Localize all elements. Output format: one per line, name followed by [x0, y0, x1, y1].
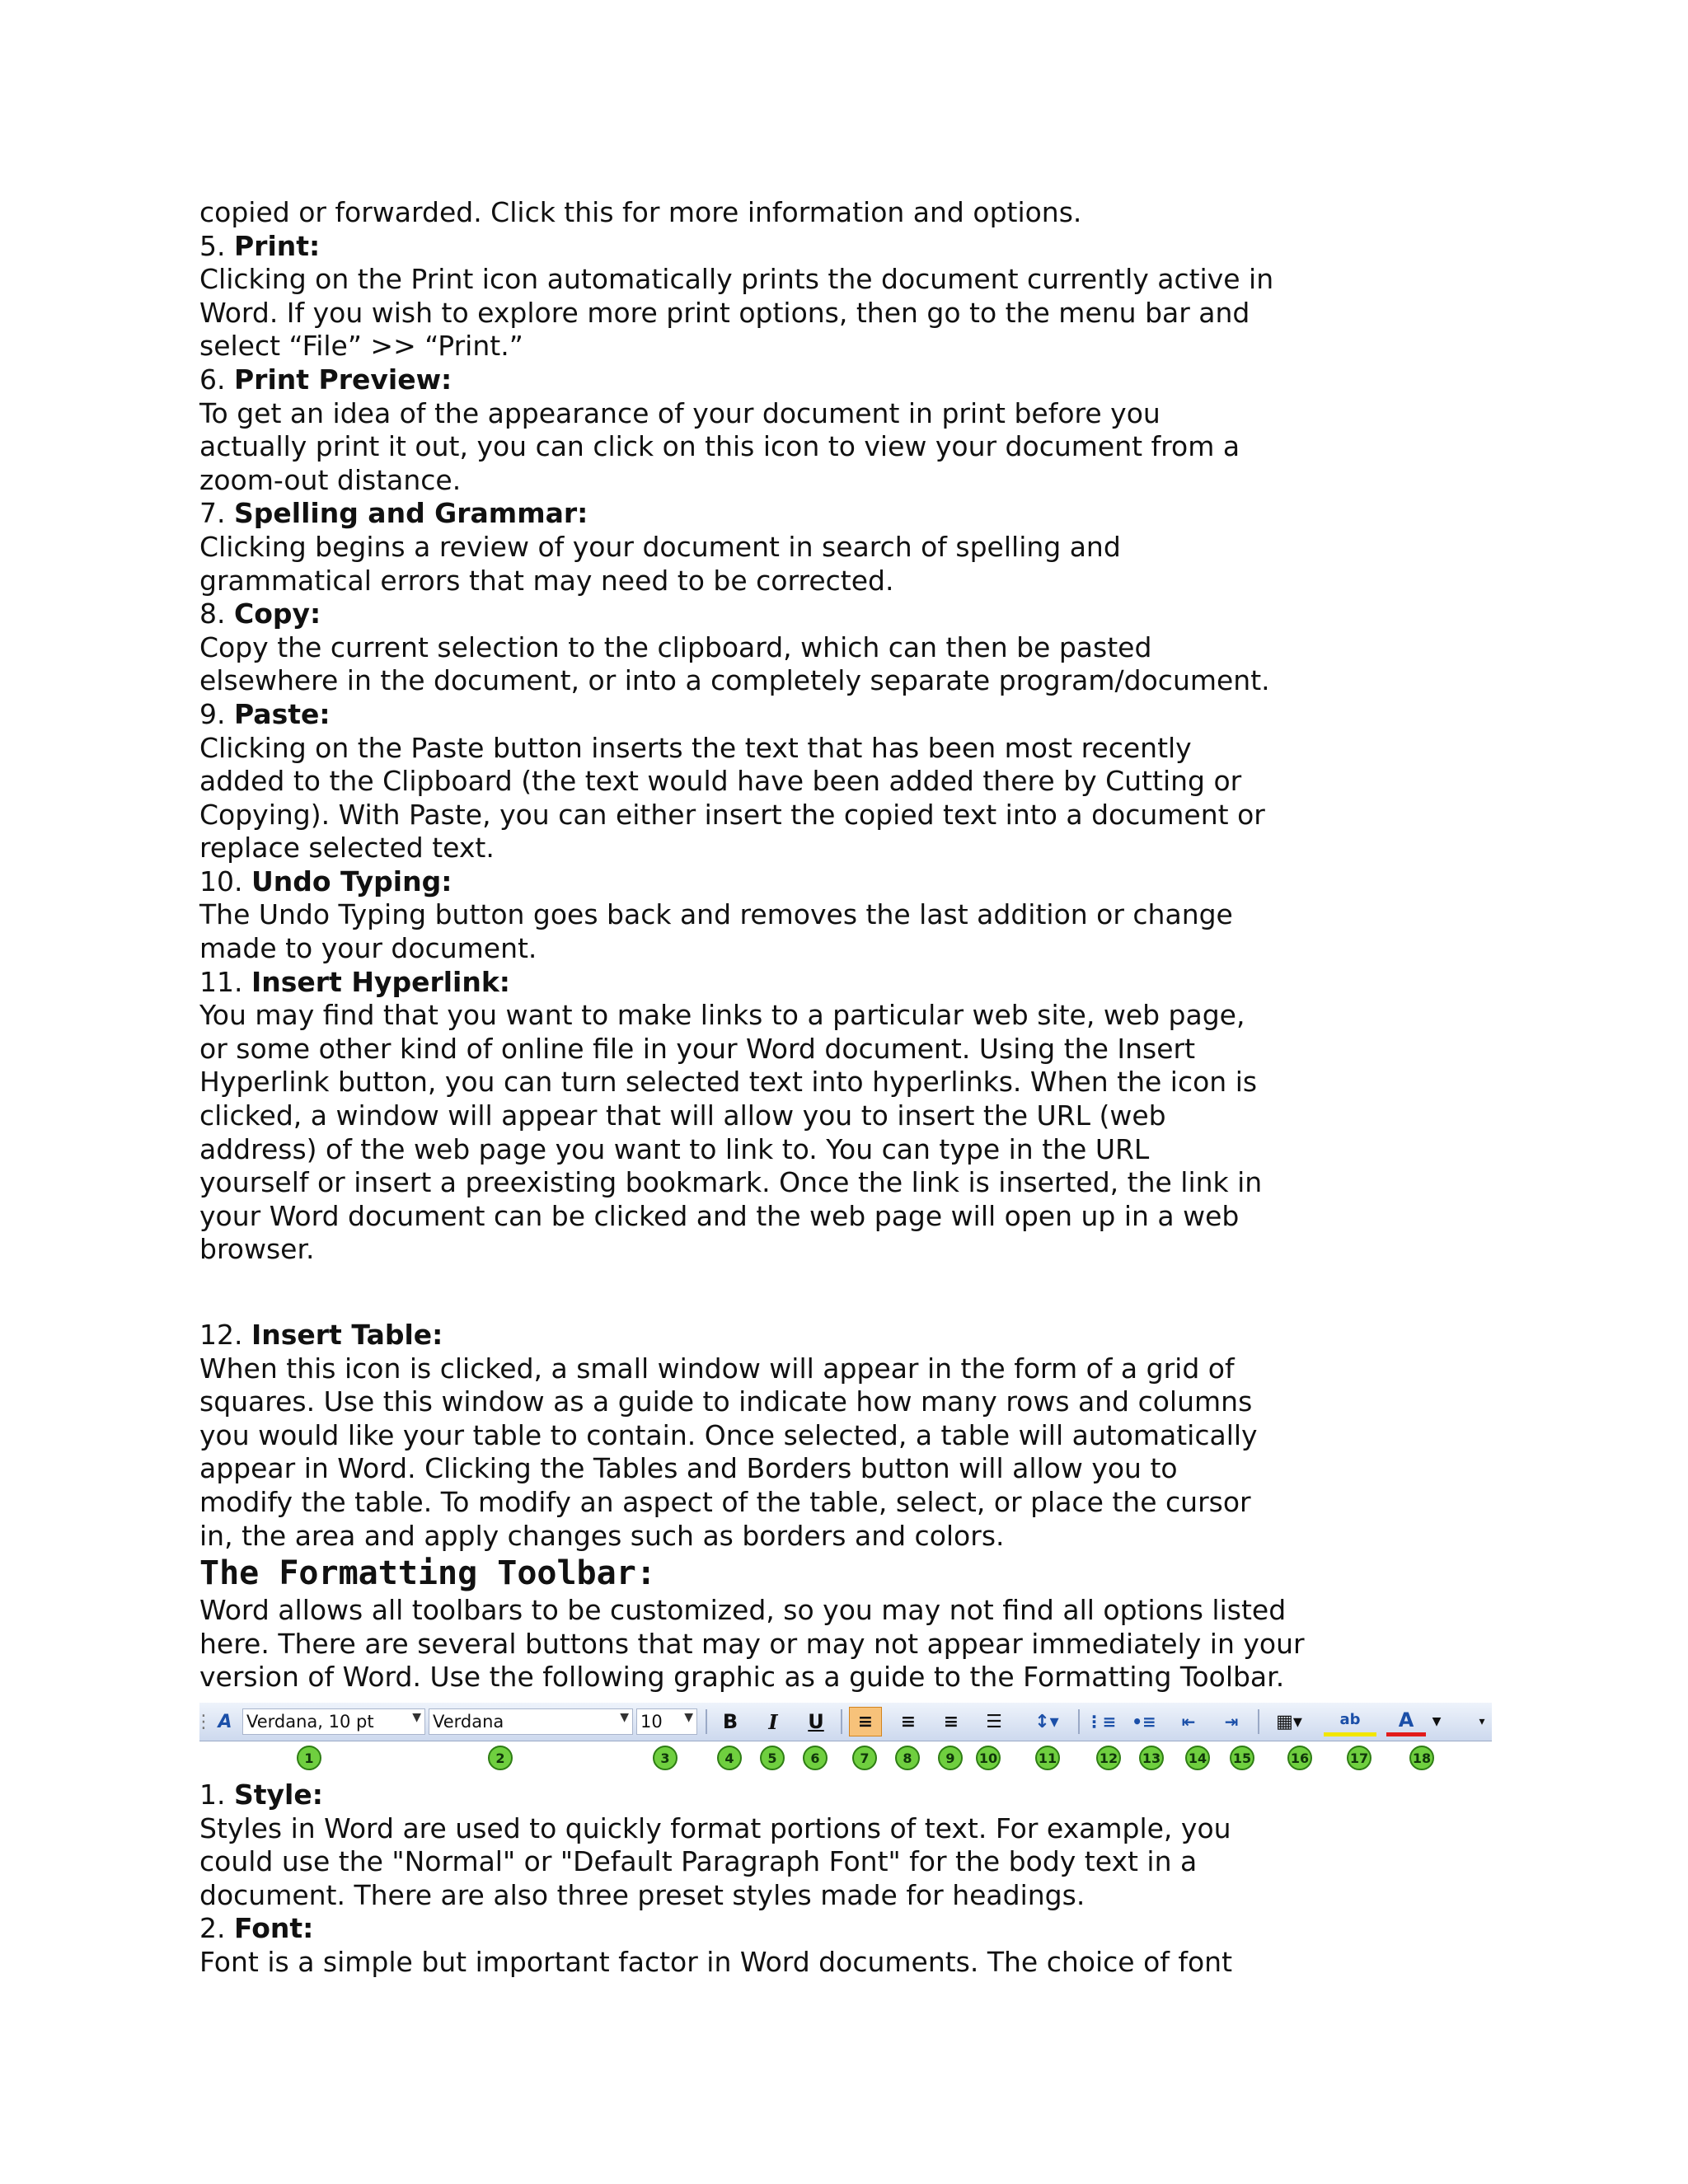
item-number: 8.: [199, 598, 226, 630]
item-label: Copy:: [234, 598, 321, 630]
toolbar-separator: [1078, 1709, 1080, 1734]
item-heading-copy: [199, 598, 1370, 631]
item-heading-hyperlink: [199, 966, 1370, 1000]
paragraph-line: Font is a simple but important factor in Word documents. The choice of font: [199, 1945, 1233, 1978]
callout-badge: 17: [1347, 1746, 1372, 1770]
toolbar-grip-icon[interactable]: ⋮: [195, 1711, 213, 1732]
blank-gap: [199, 1267, 1370, 1319]
font-dropdown[interactable]: [429, 1708, 633, 1735]
item-label: Paste:: [234, 697, 331, 730]
font-size-dropdown[interactable]: [636, 1708, 697, 1735]
toolbar-options-icon[interactable]: ▾: [1479, 1715, 1485, 1728]
item-heading-print: [199, 230, 1370, 264]
item-heading-table: [199, 1319, 1370, 1352]
paragraph-line: Clicking on the Paste button inserts the text that has been most recently: [199, 731, 1192, 764]
item-heading-font: [199, 1912, 1370, 1946]
callout-badge: 14: [1185, 1746, 1210, 1770]
paragraph-line: you would like your table to contain. Once selected, a table will automatically: [199, 1418, 1258, 1451]
callout-badge: 8: [895, 1746, 920, 1770]
callout-badge: 2: [488, 1746, 513, 1770]
paragraph-line: appear in Word. Clicking the Tables and Borders button will allow you to: [199, 1452, 1178, 1485]
callout-badge: 12: [1096, 1746, 1121, 1770]
align-left-icon[interactable]: ≡: [849, 1707, 882, 1736]
paragraph-line: or some other kind of online file in your Word document. Using the Insert: [199, 1032, 1196, 1065]
paragraph-line: document. There are also three preset styles made for headings.: [199, 1878, 1085, 1911]
item-label: Style:: [234, 1779, 323, 1811]
paragraph-line: replace selected text.: [199, 832, 495, 865]
callout-badge: 15: [1230, 1746, 1254, 1770]
chevron-down-icon: ▼: [620, 1711, 629, 1724]
paragraph-line: select “File” >> “Print.”: [199, 330, 523, 363]
paragraph-line: your Word document can be clicked and the web page will open up in a web: [199, 1199, 1240, 1232]
paragraph-line: Copy the current selection to the clipboard, which can then be pasted: [199, 630, 1152, 663]
paragraph-line: modify the table. To modify an aspect of the table, select, or place the cursor: [199, 1485, 1251, 1518]
paragraph-line: To get an idea of the appearance of your document in print before you: [199, 396, 1160, 429]
paragraph-line: Copying). With Paste, you can either insert the copied text into a document or: [199, 798, 1265, 831]
item-label: Print Preview:: [234, 363, 452, 396]
paragraph-line: made to your document.: [199, 932, 537, 965]
item-heading-style: [199, 1779, 1370, 1812]
callout-badge: 7: [852, 1746, 877, 1770]
paragraph-line: yourself or insert a preexisting bookmark. Once the link is inserted, the link in: [199, 1166, 1263, 1199]
paragraph-line: added to the Clipboard (the text would have been added there by Cutting or: [199, 765, 1242, 798]
paragraph-line: version of Word. Use the following graphic as a guide to the Formatting Toolbar.: [199, 1661, 1285, 1694]
paragraph-line: Word allows all toolbars to be customized, so you may not find all options listed: [199, 1594, 1287, 1627]
line-spacing-icon[interactable]: ↕▾: [1034, 1711, 1059, 1732]
paragraph-line: The Undo Typing button goes back and removes the last addition or change: [199, 898, 1233, 931]
item-label: Undo Typing:: [251, 865, 452, 898]
bullets-icon[interactable]: •≡: [1132, 1712, 1156, 1732]
align-right-icon[interactable]: ≡: [943, 1711, 959, 1732]
item-label: Font:: [234, 1912, 314, 1945]
item-label: Print:: [234, 229, 321, 262]
item-number: 11.: [199, 965, 243, 998]
callout-badge: 4: [717, 1746, 742, 1770]
numbering-icon[interactable]: ⋮≡: [1085, 1712, 1117, 1732]
font-value: Verdana: [433, 1712, 504, 1732]
callout-badge: 9: [938, 1746, 963, 1770]
formatting-toolbar-graphic: [195, 1703, 1492, 1775]
increase-indent-icon[interactable]: ⇥: [1224, 1712, 1239, 1732]
paragraph-line: address) of the web page you want to link to. You can type in the URL: [199, 1132, 1150, 1165]
italic-button[interactable]: I: [768, 1709, 778, 1734]
item-number: 9.: [199, 697, 226, 730]
borders-icon[interactable]: ▦▾: [1276, 1711, 1302, 1732]
toolbar-separator: [1258, 1709, 1259, 1734]
paragraph-line: could use the "Normal" or "Default Paragraph Font" for the body text in a: [199, 1845, 1198, 1878]
callout-badge: 1: [297, 1746, 321, 1770]
paragraph-line: copied or forwarded. Click this for more information and options.: [199, 196, 1082, 228]
callout-badge: 18: [1409, 1746, 1434, 1770]
item-label: Insert Table:: [251, 1319, 443, 1351]
paragraph-line: elsewhere in the document, or into a completely separate program/document.: [199, 664, 1270, 697]
paragraph-line: squares. Use this window as a guide to indicate how many rows and columns: [199, 1385, 1253, 1418]
item-number: 10.: [199, 865, 243, 898]
item-label: Spelling and Grammar:: [234, 497, 588, 530]
item-heading-paste: [199, 698, 1370, 732]
chevron-down-icon: ▼: [684, 1711, 693, 1724]
style-value: Verdana, 10 pt: [246, 1712, 374, 1732]
paragraph-line: zoom-out distance.: [199, 463, 462, 496]
bold-button[interactable]: B: [722, 1710, 738, 1733]
item-number: 2.: [199, 1912, 226, 1945]
item-number: 7.: [199, 497, 226, 530]
formatting-toolbar: [195, 1703, 1492, 1741]
paragraph-line: Clicking begins a review of your document in search of spelling and: [199, 530, 1121, 563]
chevron-down-icon: ▼: [412, 1711, 421, 1724]
font-color-icon[interactable]: A: [1386, 1707, 1426, 1736]
item-heading-undo: [199, 865, 1370, 899]
highlight-icon[interactable]: ab: [1324, 1707, 1376, 1736]
paragraph-line: When this icon is clicked, a small window will appear in the form of a grid of: [199, 1352, 1235, 1385]
item-heading-print-preview: [199, 363, 1370, 397]
style-dropdown[interactable]: [242, 1708, 425, 1735]
font-size-value: 10: [640, 1712, 663, 1732]
paragraph-line: clicked, a window will appear that will allow you to insert the URL (web: [199, 1099, 1166, 1132]
paragraph-line: Hyperlink button, you can turn selected text into hyperlinks. When the icon is: [199, 1066, 1258, 1099]
callout-badge: 10: [976, 1746, 1001, 1770]
decrease-indent-icon[interactable]: ⇤: [1181, 1712, 1196, 1732]
item-label: Insert Hyperlink:: [251, 965, 510, 998]
document-body-bottom: [199, 1779, 1370, 1980]
item-number: 5.: [199, 229, 226, 262]
paragraph-line: grammatical errors that may need to be corrected.: [199, 564, 894, 597]
toolbar-number-callouts: [199, 1746, 1492, 1774]
paragraph-line: Styles in Word are used to quickly format portions of text. For example, you: [199, 1811, 1231, 1844]
toolbar-separator: [706, 1709, 707, 1734]
item-number: 6.: [199, 363, 226, 396]
section-heading: The Formatting Toolbar:: [199, 1554, 656, 1593]
align-center-icon[interactable]: ≡: [900, 1711, 917, 1732]
paragraph-line: actually print it out, you can click on this icon to view your document from a: [199, 430, 1240, 463]
callout-badge: 6: [803, 1746, 828, 1770]
callout-badge: 16: [1287, 1746, 1312, 1770]
item-heading-spelling: [199, 497, 1370, 531]
item-number: 12.: [199, 1319, 243, 1351]
paragraph-line: Clicking on the Print icon automatically prints the document currently active in: [199, 263, 1274, 296]
callout-badge: 5: [760, 1746, 785, 1770]
styles-pane-icon[interactable]: A: [218, 1711, 232, 1732]
chevron-down-icon[interactable]: ▼: [1432, 1715, 1442, 1728]
document-body-top: [199, 196, 1370, 1694]
justify-icon[interactable]: ☰: [986, 1711, 1002, 1732]
underline-button[interactable]: U: [808, 1710, 824, 1733]
paragraph-line: Word. If you wish to explore more print options, then go to the menu bar and: [199, 296, 1250, 329]
paragraph-line: You may find that you want to make links to a particular web site, web page,: [199, 999, 1245, 1032]
callout-badge: 13: [1139, 1746, 1164, 1770]
item-number: 1.: [199, 1779, 226, 1811]
paragraph-line: here. There are several buttons that may or may not appear immediately in your: [199, 1627, 1305, 1660]
toolbar-separator: [841, 1709, 842, 1734]
paragraph-line: browser.: [199, 1233, 315, 1266]
callout-badge: 3: [653, 1746, 678, 1770]
callout-badge: 11: [1035, 1746, 1060, 1770]
paragraph-line: in, the area and apply changes such as borders and colors.: [199, 1519, 1005, 1552]
